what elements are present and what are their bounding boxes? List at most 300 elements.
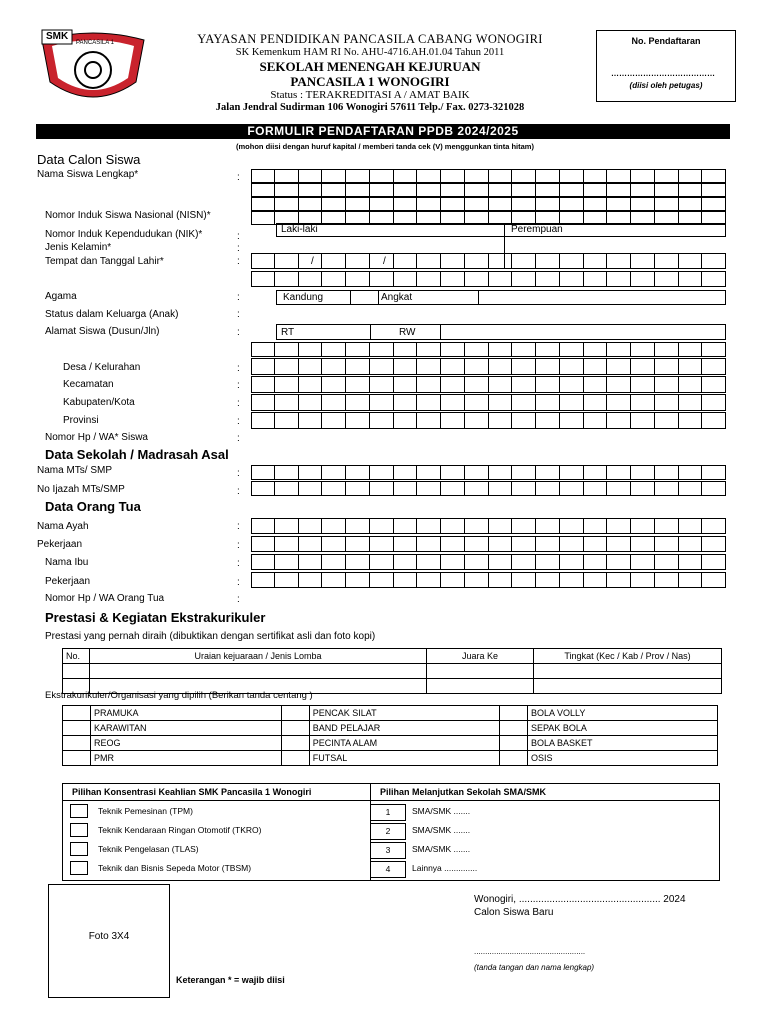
letter-cell[interactable] (607, 197, 631, 211)
letter-cell[interactable] (251, 394, 275, 411)
letter-cell[interactable] (441, 376, 465, 393)
letter-cell[interactable] (631, 394, 655, 411)
letter-cell[interactable] (607, 358, 631, 375)
letter-cell[interactable] (584, 412, 608, 429)
letter-cell[interactable] (346, 342, 370, 357)
letter-cell[interactable] (679, 536, 703, 552)
letter-cell[interactable] (370, 572, 394, 588)
letter-cell[interactable] (370, 465, 394, 480)
letter-cell[interactable] (512, 465, 536, 480)
letter-cell[interactable] (536, 518, 560, 534)
letter-cell[interactable] (702, 572, 726, 588)
letter-cell[interactable] (370, 481, 394, 496)
letter-cell[interactable] (702, 554, 726, 570)
letter-cell[interactable] (679, 518, 703, 534)
letter-cell[interactable] (394, 271, 418, 287)
letter-cell[interactable] (322, 376, 346, 393)
letter-cell[interactable] (417, 518, 441, 534)
letter-cell[interactable] (275, 169, 299, 183)
letter-cell[interactable] (702, 169, 726, 183)
letter-cell[interactable] (417, 342, 441, 357)
letter-cell[interactable] (560, 572, 584, 588)
letter-cell[interactable] (702, 358, 726, 375)
letter-cell[interactable] (584, 394, 608, 411)
letter-cell[interactable] (655, 183, 679, 197)
checkbox-cell[interactable] (281, 721, 309, 736)
letter-cell[interactable] (322, 412, 346, 429)
letter-cell[interactable] (417, 253, 441, 269)
letter-cell[interactable] (251, 197, 275, 211)
letter-cell[interactable] (322, 481, 346, 496)
letter-cell[interactable] (655, 412, 679, 429)
letter-cell[interactable] (512, 183, 536, 197)
letter-cell[interactable] (631, 518, 655, 534)
letter-cell[interactable] (322, 572, 346, 588)
letter-cell[interactable] (346, 358, 370, 375)
district-grid[interactable] (251, 376, 726, 393)
letter-cell[interactable] (465, 358, 489, 375)
letter-cell[interactable] (275, 412, 299, 429)
letter-cell[interactable] (560, 465, 584, 480)
letter-cell[interactable] (417, 465, 441, 480)
letter-cell[interactable] (631, 536, 655, 552)
letter-cell[interactable] (299, 169, 323, 183)
family-angkat[interactable]: Angkat (381, 292, 413, 303)
letter-cell[interactable] (441, 465, 465, 480)
checkbox-cell[interactable] (499, 736, 527, 751)
letter-cell[interactable] (560, 271, 584, 287)
letter-cell[interactable] (512, 169, 536, 183)
letter-cell[interactable] (441, 183, 465, 197)
checkbox-cell[interactable] (499, 721, 527, 736)
letter-cell[interactable] (417, 536, 441, 552)
letter-cell[interactable] (465, 412, 489, 429)
letter-cell[interactable] (655, 342, 679, 357)
letter-cell[interactable] (394, 536, 418, 552)
letter-cell[interactable] (346, 572, 370, 588)
letter-cell[interactable] (584, 183, 608, 197)
letter-cell[interactable] (370, 183, 394, 197)
letter-cell[interactable] (299, 342, 323, 357)
letter-cell[interactable] (299, 412, 323, 429)
letter-cell[interactable] (251, 169, 275, 183)
letter-cell[interactable] (512, 358, 536, 375)
letter-cell[interactable] (370, 358, 394, 375)
student-name-grid[interactable] (251, 169, 726, 183)
letter-cell[interactable] (299, 536, 323, 552)
letter-cell[interactable] (417, 169, 441, 183)
letter-cell[interactable] (394, 412, 418, 429)
letter-cell[interactable] (584, 536, 608, 552)
letter-cell[interactable] (489, 394, 513, 411)
letter-cell[interactable] (275, 394, 299, 411)
letter-cell[interactable] (584, 554, 608, 570)
mother-grid[interactable] (251, 554, 726, 570)
continue-school-option[interactable]: SMA/SMK ....... (412, 844, 471, 854)
letter-cell[interactable] (631, 481, 655, 496)
mother-job-grid[interactable] (251, 572, 726, 588)
letter-cell[interactable] (679, 572, 703, 588)
letter-cell[interactable] (489, 169, 513, 183)
letter-cell[interactable] (275, 465, 299, 480)
birth-date-extra[interactable] (504, 253, 726, 269)
letter-cell[interactable] (584, 465, 608, 480)
letter-cell[interactable] (702, 412, 726, 429)
letter-cell[interactable] (394, 394, 418, 411)
letter-cell[interactable] (536, 342, 560, 357)
letter-cell[interactable] (655, 572, 679, 588)
letter-cell[interactable] (536, 394, 560, 411)
letter-cell[interactable] (465, 376, 489, 393)
letter-cell[interactable] (702, 518, 726, 534)
letter-cell[interactable] (441, 197, 465, 211)
regency-grid[interactable] (251, 394, 726, 411)
letter-cell[interactable] (394, 572, 418, 588)
letter-cell[interactable] (299, 376, 323, 393)
letter-cell[interactable] (322, 342, 346, 357)
major-checkbox[interactable] (70, 861, 88, 875)
letter-cell[interactable] (275, 183, 299, 197)
letter-cell[interactable] (275, 197, 299, 211)
letter-cell[interactable] (607, 376, 631, 393)
checkbox-cell[interactable] (63, 751, 91, 766)
letter-cell[interactable] (417, 412, 441, 429)
letter-cell[interactable] (394, 465, 418, 480)
letter-cell[interactable] (251, 412, 275, 429)
letter-cell[interactable] (441, 412, 465, 429)
letter-cell[interactable] (655, 481, 679, 496)
letter-cell[interactable] (584, 271, 608, 287)
letter-cell[interactable] (584, 518, 608, 534)
father-job-grid[interactable] (251, 536, 726, 552)
nisn-grid[interactable] (251, 197, 726, 211)
letter-cell[interactable] (512, 376, 536, 393)
letter-cell[interactable] (631, 169, 655, 183)
letter-cell[interactable] (346, 253, 370, 269)
letter-cell[interactable] (607, 342, 631, 357)
checkbox-cell[interactable] (281, 706, 309, 721)
checkbox-cell[interactable] (281, 736, 309, 751)
letter-cell[interactable] (560, 197, 584, 211)
letter-cell[interactable] (489, 358, 513, 375)
letter-cell[interactable] (607, 465, 631, 480)
letter-cell[interactable] (702, 342, 726, 357)
letter-cell[interactable] (607, 572, 631, 588)
letter-cell[interactable] (607, 169, 631, 183)
letter-cell[interactable] (394, 481, 418, 496)
letter-cell[interactable] (631, 412, 655, 429)
checkbox-cell[interactable] (63, 721, 91, 736)
letter-cell[interactable] (394, 342, 418, 357)
province-grid[interactable] (251, 412, 726, 429)
letter-cell[interactable] (441, 394, 465, 411)
letter-cell[interactable] (299, 394, 323, 411)
letter-cell[interactable] (251, 554, 275, 570)
letter-cell[interactable] (584, 376, 608, 393)
letter-cell[interactable] (275, 554, 299, 570)
letter-cell[interactable] (702, 271, 726, 287)
letter-cell[interactable] (512, 394, 536, 411)
letter-cell[interactable] (512, 518, 536, 534)
letter-cell[interactable] (465, 465, 489, 480)
letter-cell[interactable] (631, 572, 655, 588)
letter-cell[interactable] (251, 211, 275, 225)
letter-cell[interactable] (702, 376, 726, 393)
prev-school-grid[interactable] (251, 465, 726, 480)
letter-cell[interactable] (417, 572, 441, 588)
letter-cell[interactable] (394, 253, 418, 269)
letter-cell[interactable] (489, 518, 513, 534)
letter-cell[interactable] (441, 536, 465, 552)
letter-cell[interactable] (275, 271, 299, 287)
letter-cell[interactable] (441, 554, 465, 570)
letter-cell[interactable] (370, 271, 394, 287)
letter-cell[interactable] (441, 253, 465, 269)
letter-cell[interactable] (631, 197, 655, 211)
letter-cell[interactable] (679, 412, 703, 429)
letter-cell[interactable] (702, 394, 726, 411)
letter-cell[interactable] (631, 376, 655, 393)
letter-cell[interactable] (655, 376, 679, 393)
letter-cell[interactable] (536, 376, 560, 393)
village-grid[interactable] (251, 358, 726, 375)
letter-cell[interactable] (370, 412, 394, 429)
letter-cell[interactable] (631, 183, 655, 197)
letter-cell[interactable] (702, 481, 726, 496)
letter-cell[interactable] (489, 376, 513, 393)
letter-cell[interactable] (679, 554, 703, 570)
letter-cell[interactable] (679, 342, 703, 357)
ijazah-grid[interactable] (251, 481, 726, 496)
checkbox-cell[interactable] (499, 751, 527, 766)
letter-cell[interactable] (536, 197, 560, 211)
letter-cell[interactable] (465, 183, 489, 197)
letter-cell[interactable] (275, 536, 299, 552)
letter-cell[interactable] (489, 183, 513, 197)
letter-cell[interactable] (346, 197, 370, 211)
letter-cell[interactable] (560, 518, 584, 534)
letter-cell[interactable] (536, 572, 560, 588)
letter-cell[interactable] (702, 197, 726, 211)
letter-cell[interactable] (346, 394, 370, 411)
letter-cell[interactable] (536, 169, 560, 183)
letter-cell[interactable] (299, 572, 323, 588)
letter-cell[interactable] (370, 518, 394, 534)
letter-cell[interactable] (607, 518, 631, 534)
letter-cell[interactable] (417, 358, 441, 375)
registration-dots[interactable]: ………………………………… (611, 69, 715, 78)
letter-cell[interactable] (251, 358, 275, 375)
letter-cell[interactable] (536, 465, 560, 480)
letter-cell[interactable] (655, 518, 679, 534)
letter-cell[interactable] (275, 518, 299, 534)
letter-cell[interactable] (370, 253, 394, 269)
address-grid[interactable] (251, 342, 726, 357)
letter-cell[interactable] (560, 376, 584, 393)
letter-cell[interactable] (441, 481, 465, 496)
letter-cell[interactable] (679, 197, 703, 211)
letter-cell[interactable] (251, 376, 275, 393)
letter-cell[interactable] (655, 536, 679, 552)
letter-cell[interactable] (655, 169, 679, 183)
letter-cell[interactable] (251, 342, 275, 357)
father-grid[interactable] (251, 518, 726, 534)
letter-cell[interactable] (679, 481, 703, 496)
letter-cell[interactable] (702, 183, 726, 197)
letter-cell[interactable] (536, 536, 560, 552)
letter-cell[interactable] (394, 358, 418, 375)
letter-cell[interactable] (489, 465, 513, 480)
letter-cell[interactable] (465, 253, 489, 269)
letter-cell[interactable] (275, 253, 299, 269)
letter-cell[interactable] (346, 554, 370, 570)
letter-cell[interactable] (536, 481, 560, 496)
letter-cell[interactable] (607, 271, 631, 287)
letter-cell[interactable] (584, 572, 608, 588)
letter-cell[interactable] (679, 465, 703, 480)
letter-cell[interactable] (370, 394, 394, 411)
letter-cell[interactable] (465, 394, 489, 411)
letter-cell[interactable] (275, 342, 299, 357)
gender-female[interactable]: Perempuan (511, 224, 563, 235)
letter-cell[interactable] (536, 271, 560, 287)
letter-cell[interactable] (417, 197, 441, 211)
letter-cell[interactable] (394, 197, 418, 211)
letter-cell[interactable] (489, 572, 513, 588)
letter-cell[interactable] (536, 554, 560, 570)
letter-cell[interactable] (346, 183, 370, 197)
letter-cell[interactable] (655, 465, 679, 480)
letter-cell[interactable] (679, 169, 703, 183)
major-checkbox[interactable] (70, 842, 88, 856)
checkbox-cell[interactable] (63, 706, 91, 721)
letter-cell[interactable] (322, 271, 346, 287)
letter-cell[interactable] (251, 253, 275, 269)
letter-cell[interactable] (299, 197, 323, 211)
letter-cell[interactable] (370, 536, 394, 552)
birth-date-grid[interactable] (251, 271, 726, 287)
letter-cell[interactable] (512, 412, 536, 429)
letter-cell[interactable] (370, 197, 394, 211)
letter-cell[interactable] (655, 271, 679, 287)
letter-cell[interactable] (465, 271, 489, 287)
letter-cell[interactable] (275, 572, 299, 588)
letter-cell[interactable] (322, 183, 346, 197)
letter-cell[interactable] (536, 412, 560, 429)
letter-cell[interactable] (584, 481, 608, 496)
letter-cell[interactable] (512, 572, 536, 588)
letter-cell[interactable] (394, 169, 418, 183)
letter-cell[interactable] (702, 536, 726, 552)
letter-cell[interactable] (417, 183, 441, 197)
letter-cell[interactable] (322, 253, 346, 269)
letter-cell[interactable] (275, 481, 299, 496)
letter-cell[interactable] (322, 518, 346, 534)
letter-cell[interactable] (631, 554, 655, 570)
letter-cell[interactable] (607, 554, 631, 570)
letter-cell[interactable] (560, 183, 584, 197)
letter-cell[interactable] (394, 376, 418, 393)
letter-cell[interactable] (489, 197, 513, 211)
letter-cell[interactable] (394, 554, 418, 570)
letter-cell[interactable] (465, 342, 489, 357)
letter-cell[interactable] (489, 554, 513, 570)
letter-cell[interactable] (584, 358, 608, 375)
major-checkbox[interactable] (70, 823, 88, 837)
letter-cell[interactable] (631, 465, 655, 480)
letter-cell[interactable] (322, 394, 346, 411)
letter-cell[interactable] (512, 342, 536, 357)
gender-box[interactable] (276, 223, 726, 237)
letter-cell[interactable] (679, 183, 703, 197)
letter-cell[interactable] (465, 518, 489, 534)
letter-cell[interactable] (299, 518, 323, 534)
letter-cell[interactable] (489, 536, 513, 552)
letter-cell[interactable] (489, 342, 513, 357)
letter-cell[interactable] (441, 169, 465, 183)
letter-cell[interactable] (346, 376, 370, 393)
letter-cell[interactable] (702, 465, 726, 480)
letter-cell[interactable] (299, 554, 323, 570)
letter-cell[interactable] (417, 394, 441, 411)
letter-cell[interactable] (631, 271, 655, 287)
letter-cell[interactable] (560, 342, 584, 357)
letter-cell[interactable] (536, 358, 560, 375)
letter-cell[interactable] (489, 481, 513, 496)
letter-cell[interactable] (370, 169, 394, 183)
letter-cell[interactable] (679, 271, 703, 287)
letter-cell[interactable] (417, 481, 441, 496)
letter-cell[interactable] (370, 554, 394, 570)
letter-cell[interactable] (512, 536, 536, 552)
letter-cell[interactable] (607, 183, 631, 197)
letter-cell[interactable] (489, 271, 513, 287)
checkbox-cell[interactable] (281, 751, 309, 766)
letter-cell[interactable] (417, 271, 441, 287)
letter-cell[interactable] (251, 536, 275, 552)
letter-cell[interactable] (631, 358, 655, 375)
letter-cell[interactable] (322, 554, 346, 570)
letter-cell[interactable] (346, 169, 370, 183)
letter-cell[interactable] (512, 554, 536, 570)
letter-cell[interactable] (346, 518, 370, 534)
letter-cell[interactable] (655, 394, 679, 411)
letter-cell[interactable] (465, 481, 489, 496)
continue-school-option[interactable]: Lainnya .............. (412, 863, 478, 873)
letter-cell[interactable] (346, 271, 370, 287)
rt-rw-box[interactable] (276, 324, 726, 340)
letter-cell[interactable] (346, 481, 370, 496)
letter-cell[interactable] (299, 271, 323, 287)
letter-cell[interactable] (536, 183, 560, 197)
letter-cell[interactable] (299, 183, 323, 197)
letter-cell[interactable] (607, 481, 631, 496)
letter-cell[interactable] (251, 271, 275, 287)
letter-cell[interactable] (251, 572, 275, 588)
letter-cell[interactable] (417, 554, 441, 570)
letter-cell[interactable] (275, 358, 299, 375)
letter-cell[interactable] (512, 197, 536, 211)
student-name-grid[interactable] (251, 183, 726, 197)
letter-cell[interactable] (607, 412, 631, 429)
continue-school-option[interactable]: SMA/SMK ....... (412, 825, 471, 835)
letter-cell[interactable] (607, 536, 631, 552)
major-checkbox[interactable] (70, 804, 88, 818)
letter-cell[interactable] (441, 518, 465, 534)
letter-cell[interactable] (370, 342, 394, 357)
letter-cell[interactable] (441, 358, 465, 375)
continue-school-option[interactable]: SMA/SMK ....... (412, 806, 471, 816)
